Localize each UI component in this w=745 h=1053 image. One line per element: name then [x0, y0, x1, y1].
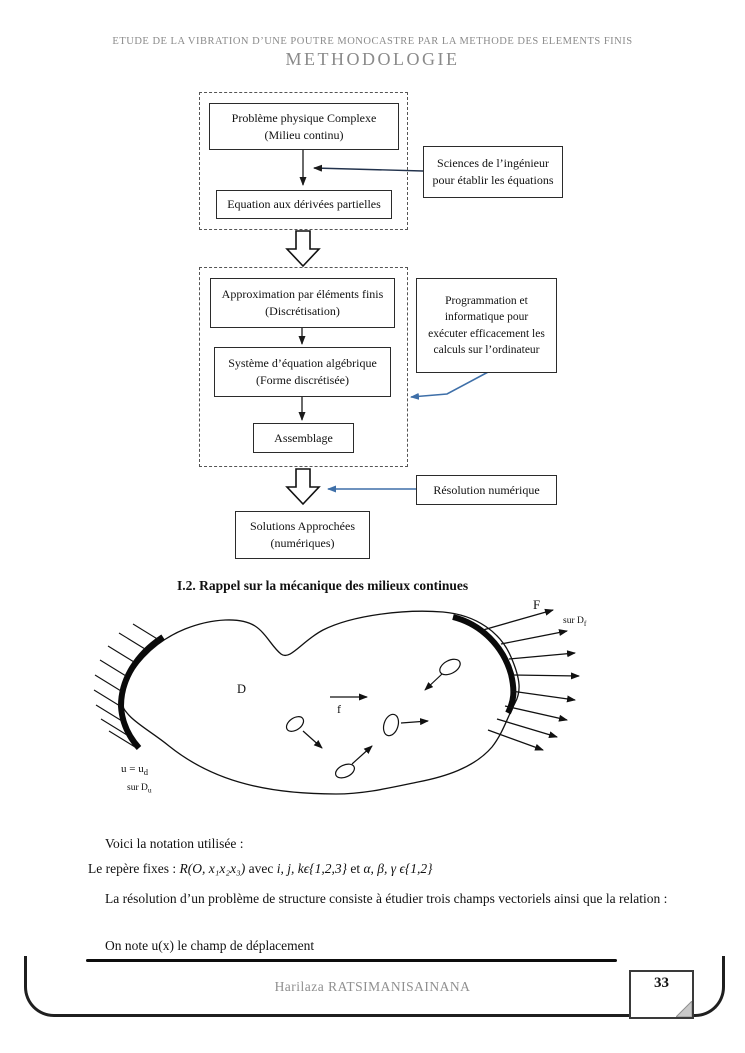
arrow-programmation-connector	[411, 371, 490, 397]
box-sciences-ingenieur	[423, 146, 563, 198]
resolution-label: Résolution numérique	[433, 482, 540, 497]
sur-du-sub: u	[147, 785, 152, 795]
domain-label: D	[237, 682, 247, 696]
prog-line3: exécuter efficacement les	[428, 327, 545, 340]
section-heading: I.2. Rappel sur la mécanique des milieux continues	[177, 578, 469, 593]
folded-corner-icon	[676, 1001, 692, 1017]
solutions-line2: (numériques)	[270, 536, 335, 550]
box-equation-label: Equation aux dérivées partielles	[227, 197, 381, 212]
domain-boundary	[120, 611, 519, 794]
prog-line4: calculs sur l’ordinateur	[433, 343, 540, 356]
repere-prefix: Le repère fixes :	[88, 861, 180, 876]
repere-math1: R(O, x₁x₂x₃)	[179, 861, 246, 876]
approx-line2: (Discrétisation)	[265, 304, 340, 318]
u-label-sub: d	[143, 767, 148, 777]
systeme-line2: (Forme discrétisée)	[256, 373, 349, 387]
sur-df-sub: f	[583, 619, 587, 628]
assemblage-label: Assemblage	[274, 430, 333, 445]
fixed-boundary-arc	[121, 637, 163, 748]
continuum-figure-svg	[75, 596, 685, 814]
paragraph-deplacement: On note u(x) le champ de déplacement	[105, 938, 315, 953]
box-approximation	[210, 278, 395, 328]
solutions-line1: Solutions Approchées	[250, 519, 355, 534]
sur-du-label	[127, 783, 152, 795]
box-equation-derivees	[216, 190, 392, 219]
sur-df-label	[563, 616, 587, 628]
footer-author: Harilaza RATSIMANISAINANA	[274, 979, 471, 994]
sciences-line2: pour établir les équations	[432, 173, 554, 187]
internal-elements	[284, 656, 463, 781]
box-systeme-equation	[214, 347, 391, 397]
displacement-bc-label	[121, 763, 149, 777]
sur-df-main: sur D	[563, 616, 584, 626]
box-assemblage	[253, 423, 354, 453]
prog-line2: informatique pour	[444, 311, 529, 324]
systeme-line1: Système d’équation algébrique	[228, 356, 377, 371]
running-header: ETUDE DE LA VIBRATION D’UNE POUTRE MONOCASTRE PAR LA METHODE DES ELEMENTS FINIS	[112, 36, 633, 47]
big-hollow-arrow-1	[287, 231, 319, 266]
paragraph-notation-intro: Voici la notation utilisée :	[105, 836, 244, 851]
sur-du-main: sur D	[127, 783, 148, 793]
repere-mid1: avec	[245, 861, 277, 876]
box-probleme-line1: Problème physique Complexe	[231, 110, 377, 125]
force-F-label: F	[533, 597, 541, 612]
page-number-box	[629, 970, 694, 1019]
sciences-line1: Sciences de l’ingénieur	[437, 156, 549, 171]
box-probleme-physique	[209, 103, 399, 150]
box-solutions-approchees	[235, 511, 370, 559]
page-number: 33	[654, 975, 669, 991]
u-label-main: u = u	[121, 763, 144, 775]
chapter-title: METHODOLOGIE	[285, 49, 460, 69]
paragraph-repere	[88, 861, 433, 877]
approx-line1: Approximation par éléments finis	[221, 287, 384, 302]
paragraph-resolution: La résolution d’un problème de structure consiste à étudier trois champs vectoriels ainsi que la relation :	[105, 891, 668, 906]
repere-mid2: et	[346, 861, 364, 876]
loaded-boundary-arc	[453, 617, 513, 713]
repere-math3: α, β, γ ϵ{1,2}	[363, 861, 433, 876]
box-resolution-numerique	[416, 475, 557, 505]
box-probleme-line2: (Milieu continu)	[264, 127, 344, 142]
big-hollow-arrow-2	[287, 469, 319, 504]
box-programmation	[416, 278, 557, 373]
repere-math2: i, j, kϵ{1,2,3}	[276, 861, 347, 876]
prog-line1: Programmation et	[445, 295, 528, 308]
surface-force-arrows	[483, 610, 579, 750]
body-force-label: f	[337, 702, 341, 716]
